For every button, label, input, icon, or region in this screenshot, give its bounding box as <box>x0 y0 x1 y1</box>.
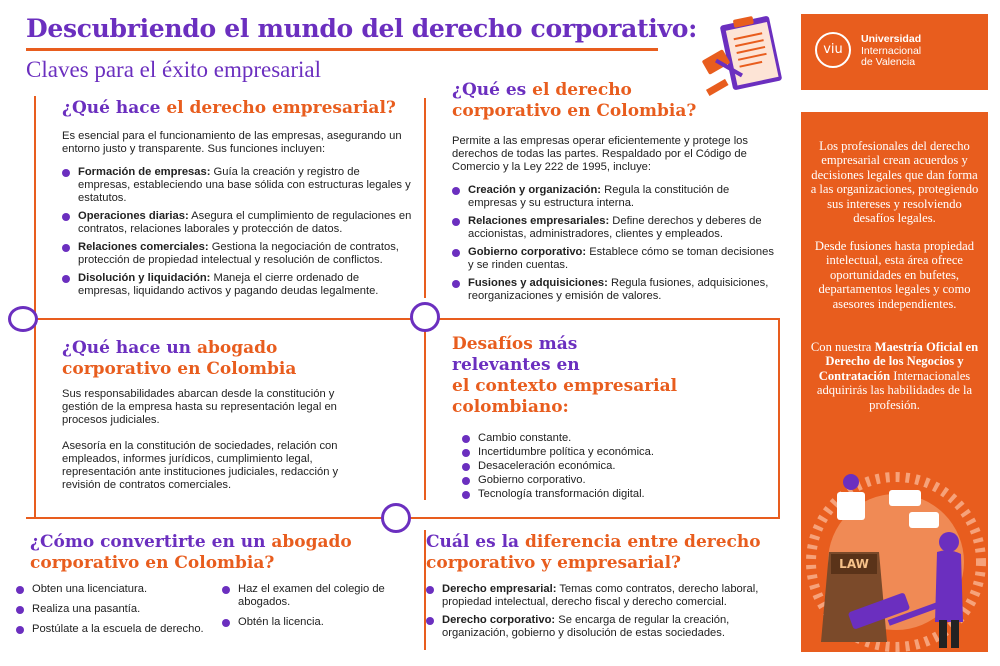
section-paragraph: Asesoría en la constitución de sociedades, relación con empleados, informes jurídicos, cumplimiento legal, representación ante instituciones judiciales, redacción y revisión de contratos comerciales. <box>62 440 339 491</box>
divider-line <box>34 318 36 517</box>
ring-ornament <box>410 302 440 332</box>
list-item: Gobierno corporativo: Establece cómo se toman decisiones y se rinden cuentas. <box>452 246 774 272</box>
list-item: Desaceleración económica. <box>462 460 762 473</box>
bullet-icon <box>452 187 460 195</box>
side-paragraph: Desde fusiones hasta propiedad intelectual, esta área ofrece oportunidades en bufetes, departamentos legales y como asesores independientes. <box>814 239 975 311</box>
section-title-how-to-become: ¿Cómo convertirte en un abogado corporativo en Colombia? <box>30 532 352 573</box>
divider-line <box>34 96 36 318</box>
section-title-corporate-lawyer: ¿Qué hace un abogado corporativo en Colombia <box>62 338 297 379</box>
steps-list-1 <box>16 583 226 641</box>
main-title: Descubriendo el mundo del derecho corporativo: <box>26 14 698 43</box>
list-item: Derecho empresarial: Temas como contratos, derecho laboral, propiedad intelectual, derecho fiscal y derecho comercial. <box>426 583 778 609</box>
bullet-icon <box>452 218 460 226</box>
corporate-law-list <box>452 184 774 308</box>
bullet-icon <box>16 626 24 634</box>
divider-line <box>424 330 426 500</box>
section-title-difference: Cuál es la diferencia entre derecho corporativo y empresarial? <box>426 532 761 573</box>
section-intro: Es esencial para el funcionamiento de las empresas, asegurando un entorno justo y transparente. Sus funciones incluyen: <box>62 130 402 155</box>
side-paragraph-program: Con nuestra Maestría Oficial en Derecho de los Negocios y Contratación Internacionales adquirirás las habilidades de la profesión. <box>810 340 979 412</box>
divider-line <box>26 318 780 320</box>
list-item: Disolución y liquidación: Maneja el cierre ordenado de empresas, liquidando activos y pagando deudas legalmente. <box>62 272 412 298</box>
bullet-icon <box>62 213 70 221</box>
difference-list <box>426 583 778 645</box>
section-intro: Permite a las empresas operar eficientemente y protege los derechos de todas las partes. Respaldado por el Código de Comercio y la Ley 222 de 1995, incluye: <box>452 135 748 173</box>
side-panel <box>801 112 988 652</box>
bullet-icon <box>426 617 434 625</box>
bullet-icon <box>62 275 70 283</box>
bullet-icon <box>222 586 230 594</box>
bullet-icon <box>62 244 70 252</box>
list-item: Incertidumbre política y económica. <box>462 446 762 459</box>
bullet-icon <box>16 606 24 614</box>
list-item: Operaciones diarias: Asegura el cumplimiento de regulaciones en contratos, relaciones laborales y protección de datos. <box>62 210 412 236</box>
list-item: Haz el examen del colegio de abogados. <box>222 583 402 609</box>
section-title-challenges: Desafíos más relevantes en el contexto empresarial colombiano: <box>452 334 678 417</box>
bullet-icon <box>462 491 470 499</box>
bullet-icon <box>222 619 230 627</box>
side-paragraph: Los profesionales del derecho empresarial crean acuerdos y decisiones legales que dan forma a las organizaciones, protegiendo sus intereses y resolviendo desafíos legales. <box>810 139 979 226</box>
divider-line <box>778 318 780 518</box>
section-title-business-law: ¿Qué hace el derecho empresarial? <box>62 98 396 118</box>
logo-text: Universidad Internacional de Valencia <box>861 33 922 68</box>
list-item: Obten una licenciatura. <box>16 583 226 596</box>
ring-ornament <box>8 306 38 332</box>
challenges-list <box>462 432 762 502</box>
section-paragraph: Sus responsabilidades abarcan desde la constitución y gestión de la empresa hasta su representación legal en procesos judiciales. <box>62 388 337 426</box>
list-item: Relaciones empresariales: Define derechos y deberes de accionistas, administradores, clientes y empleados. <box>452 215 774 241</box>
list-item: Creación y organización: Regula la constitución de empresas y su estructura interna. <box>452 184 774 210</box>
bullet-icon <box>462 477 470 485</box>
subtitle: Claves para el éxito empresarial <box>26 57 322 82</box>
bullet-icon <box>62 169 70 177</box>
bullet-icon <box>16 586 24 594</box>
list-item: Gobierno corporativo. <box>462 474 762 487</box>
list-item: Obtén la licencia. <box>222 616 402 629</box>
bullet-icon <box>426 586 434 594</box>
list-item: Relaciones comerciales: Gestiona la negociación de contratos, protección de propiedad intelectual y resolución de conflictos. <box>62 241 412 267</box>
list-item: Derecho corporativo: Se encarga de regular la creación, organización, gobierno y disolución de estas sociedades. <box>426 614 778 640</box>
section-title-corporate-law: ¿Qué es el derecho corporativo en Colombia? <box>452 80 697 121</box>
viu-logo-icon: viu <box>815 32 851 68</box>
bullet-icon <box>462 449 470 457</box>
bullet-icon <box>452 249 460 257</box>
divider-line <box>424 98 426 298</box>
title-underline <box>26 48 658 51</box>
list-item: Realiza una pasantía. <box>16 603 226 616</box>
ring-ornament <box>381 503 411 533</box>
university-logo[interactable] <box>801 14 988 90</box>
steps-list-2 <box>222 583 402 634</box>
bullet-icon <box>452 280 460 288</box>
list-item: Postúlate a la escuela de derecho. <box>16 623 226 636</box>
law-illustration <box>801 452 988 652</box>
list-item: Cambio constante. <box>462 432 762 445</box>
bullet-icon <box>462 463 470 471</box>
functions-list <box>62 166 412 303</box>
list-item: Fusiones y adquisiciones: Regula fusiones, adquisiciones, reorganizaciones y emisión de valores. <box>452 277 774 303</box>
law-sign-text: LAW <box>839 557 869 571</box>
list-item: Formación de empresas: Guía la creación y registro de empresas, estableciendo una base sólida con estructuras legales y estatutos. <box>62 166 412 205</box>
bullet-icon <box>462 435 470 443</box>
list-item: Tecnología transformación digital. <box>462 488 762 501</box>
